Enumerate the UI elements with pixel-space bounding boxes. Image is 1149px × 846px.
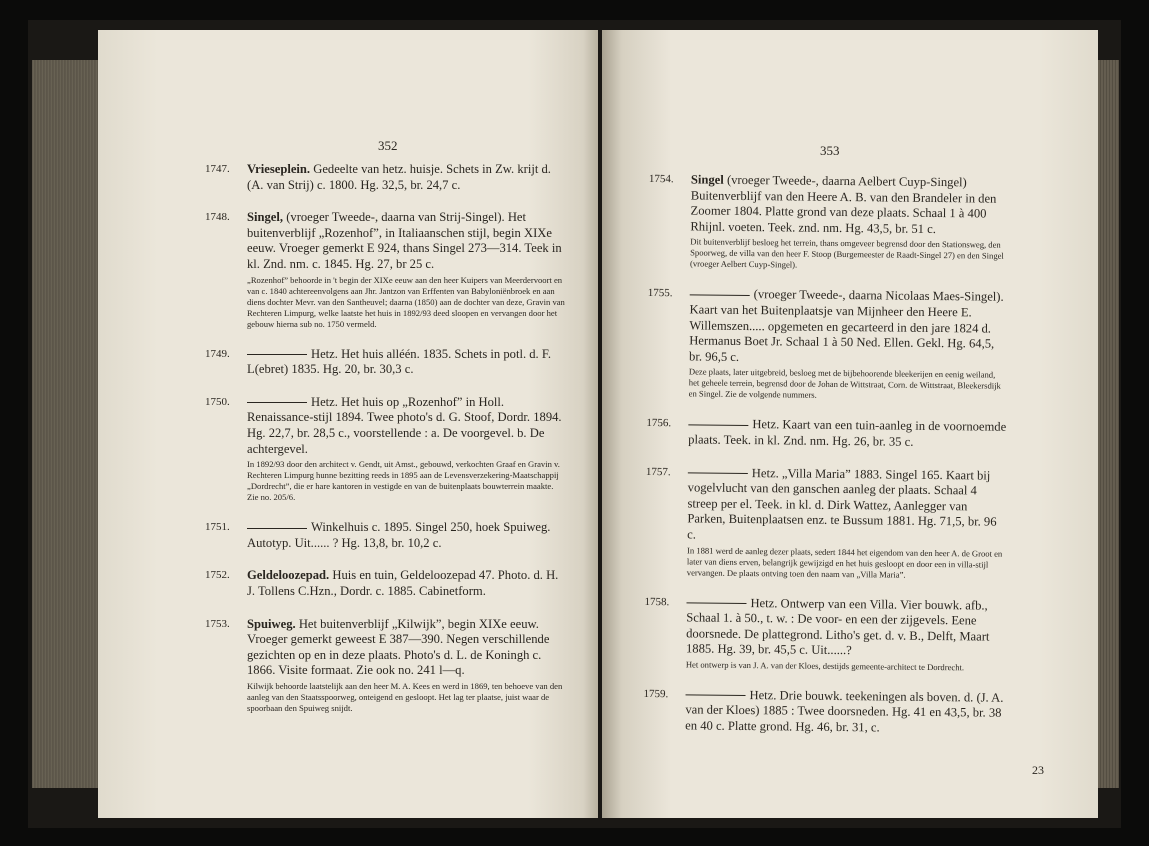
page-edges-left [32, 60, 98, 788]
entry-number: 1747. [205, 163, 230, 175]
entry-text [686, 595, 1005, 661]
entry-number: 1750. [205, 395, 230, 408]
entry-text [685, 687, 1003, 737]
catalogue-entry [644, 594, 1005, 673]
signature-mark: 23 [1032, 763, 1044, 777]
entry-note: In 1892/93 door den architect v. Gendt, uit Amst., gebouwd, verkochten Graaf en Gravin v. Rechteren Limpurg hunne bezitting reeds in 1895 aan de Levensverzekering-Maatschappij „Dordrecht”, die er hare kantoren in vestigde en van de buitenplaats bouwterrein maakte. Zie no. 205/6. [247, 459, 560, 503]
catalogue-entry [645, 465, 1006, 582]
entry-note: Dit buitenverblijf besloeg het terrein, thans omgeveer begrensd door den Stationsweg, den Spoorweg, de villa van den heer F. Stoop (Burgemeester de Raadt-Singel 27) en den Singel (vroeger Aelbert Cuyp-Singel). [689, 236, 1004, 270]
entry-text [247, 347, 565, 378]
page-edges-right [1097, 60, 1119, 788]
page-number: 352 [378, 138, 398, 153]
entry-body: Hetz. „Villa Maria” 1883. Singel 165. Kaart bij vogelvlucht van den ganschen aanleg der plaats. Schaal 4 streep per el. Teek. in kl. d. Dirk Wattez, Aanlegger van Parken, Buitenplaatsen enz. te Bussum 1881. Hg. 71,5, br. 96 c. [687, 465, 997, 542]
entry-number: 1752. [205, 569, 230, 582]
catalogue-entry [205, 347, 565, 378]
entry-note: Deze plaats, later uitgebreid, besloeg met de bijbehoorende bleekerijen en eenig weiland, het geheele terrein, begrensd door de Johan de Wittstraat, Corn. de Wittstraat, Bleekersdijk en Singel. Zie de volgende nummers. [688, 366, 1001, 401]
entry-text [689, 287, 1008, 368]
entry-number: 1749. [205, 347, 230, 360]
catalogue-entry [647, 286, 1008, 403]
catalogue-entry [643, 687, 1003, 738]
ditto-rule [247, 354, 307, 355]
open-book [28, 20, 1121, 828]
entry-text [247, 162, 565, 193]
catalogue-entry [648, 172, 1009, 273]
entry-number: 1759. [643, 687, 669, 701]
entry-text [687, 465, 1006, 546]
ditto-rule [247, 528, 307, 529]
ditto-rule [686, 603, 746, 605]
entry-note: „Rozenhof” behoorde in 't begin der XIXe eeuw aan den heer Kuipers van Meerdervoort en van c. 1840 achtereenvolgens aan Jhr. Jantzon van Erffenten van Babyloniënbroek en aan diens dochter Mevr. van den Santheuvel; daarna (1850) aan de dochter van deze, Gravin van Rechteren Limpurg, welke laatste het huis in 1892/93 deed sloopen en vervangen door het gebouw hierna sub no. 1750 vermeld. [247, 274, 565, 329]
entry-text [247, 520, 565, 551]
entry-heading: Geldeloozepad. [247, 568, 330, 583]
catalogue-entry [205, 520, 565, 551]
entry-text [247, 395, 565, 457]
entry-heading: Spuiweg. [247, 616, 296, 631]
entry-note: In 1881 werd de aanleg dezer plaats, sedert 1844 het eigendom van den heer A. de Groot en later van diens erven, belangrijk gewijzigd en het huis gesloopt en door een in villa-stijl vervangen. De plaats ontving toen den naam van „Villa Maria”. [686, 544, 1003, 580]
catalogue-entry [205, 617, 565, 714]
entry-number: 1748. [205, 211, 230, 224]
entry-heading: Singel, [247, 210, 284, 225]
left-page [98, 30, 598, 818]
catalogue-entry [205, 568, 565, 599]
entry-text [247, 617, 565, 679]
entry-body: Het buitenverblijf „Kilwijk”, begin XIXe eeuw. Vroeger gemerkt geweest E 387—390. Negen verschillende gezichten op en in deze plaats. Photo's d. L. de Koningh c. 1866. Visite formaat. Zie ook no. 241 l—q. [247, 616, 550, 678]
entry-heading: Vrieseplein. [247, 162, 311, 176]
catalogue-column [643, 172, 1009, 754]
entry-body: Hetz. Ontwerp van een Villa. Vier bouwk. afb., Schaal 1. à 50., t. w. : De voor- en een der zijgevels. Eene doorsnede. De plattegrond. Litho's get. d. v. B., Delft, Maart 1885. Hg. 39, br. 45,5 c. Uit......? [685, 595, 990, 658]
entry-text [247, 210, 565, 272]
entry-text [690, 172, 1009, 238]
entry-number: 1754. [648, 172, 674, 186]
catalogue-entry [205, 162, 565, 193]
entry-text [688, 417, 1006, 452]
entry-note: Het ontwerp is van J. A. van der Kloes, destijds gemeente-architect te Dordrecht. [685, 659, 965, 673]
entry-body: Hetz. Drie bouwk. teekeningen als boven. d. (J. A. van der Kloes) 1885 : Twee doorsneden. Hg. 41 en 43,5, br. 38 en 40 c. Platte grond. Hg. 46, br. 31, c. [685, 687, 1004, 735]
entry-body: Huis en tuin, Geldeloozepad 47. Photo. d. H. J. Tollens C.Hzn., Dordr. c. 1885. Cabinetform. [247, 568, 559, 598]
entry-number: 1755. [647, 287, 673, 300]
entry-body: Hetz. Kaart van een tuin-aanleg in de voornoemde plaats. Teek. in kl. Znd. nm. Hg. 26, br. 35 c. [688, 417, 1007, 449]
entry-number: 1756. [646, 417, 672, 430]
catalogue-entry [646, 416, 1006, 451]
entry-body: Winkelhuis c. 1895. Singel 250, hoek Spuiweg. Autotyp. Uit...... ? Hg. 13,8, br. 10,2 c. [247, 520, 551, 550]
entry-body: (vroeger Tweede-, daarna Nicolaas Maes-Singel). Kaart van het Buitenplaatsje van Mijnheer den Heere E. Willemszen..... opgemeten en gecarteerd in den jare 1824 d. Hermanus Boet Jr. Schaal 1 à 50 Ned. Ellen. Gekl. Hg. 64,5, br. 96,5 c. [689, 287, 1004, 364]
entry-body: (vroeger Tweede-, daarna Aelbert Cuyp-Singel) Buitenverblijf van den Heere A. B. van den Brandeler in den Zoomer 1804. Platte grond van deze plaats. Schaal 1 à 400 Rhijnl. voeten. Teek. znd. nm. Hg. 43,5, br. 51 c. [690, 172, 997, 236]
catalogue-entry [205, 210, 565, 329]
entry-body: (vroeger Tweede-, daarna van Strij-Singel). Het buitenverblijf „Rozenhof”, in Italiaanschen stijl, begin XIXe eeuw. Vroeger gemerkt E 924, thans Singel 273—314. Teek in kl. Znd. nm. c. 1845. Hg. 27, br 25 c. [247, 210, 562, 271]
entry-body: Hetz. Het huis alléén. 1835. Schets in potl. d. F. L(ebret) 1835. Hg. 20, br. 30,3 c. [247, 346, 551, 377]
entry-number: 1753. [205, 617, 230, 630]
catalogue-column [205, 162, 565, 731]
entry-note: Kilwijk behoorde laatstelijk aan den heer M. A. Kees en werd in 1869, ten behoeve van den aanleg van den Staatsspoorweg, onteigend en gesloopt. Het lag ter plaatse, juist waar de spoorbaan den Spuiweg snijdt. [247, 680, 563, 713]
entry-body: Gedeelte van hetz. huisje. Schets in Zw. krijt d. (A. van Strij) c. 1800. Hg. 32,5, br. 24,7 c. [247, 162, 551, 192]
right-page [602, 30, 1098, 818]
ditto-rule [690, 294, 750, 296]
entry-number: 1757. [645, 465, 671, 478]
ditto-rule [247, 402, 307, 403]
ditto-rule [688, 473, 748, 475]
catalogue-entry [205, 395, 565, 503]
entry-heading: Singel [690, 172, 724, 187]
entry-number: 1758. [644, 595, 670, 608]
page-number: 353 [820, 143, 840, 158]
ditto-rule [688, 424, 748, 426]
ditto-rule [686, 695, 746, 697]
entry-body: Hetz. Het huis op „Rozenhof” in Holl. Renaissance-stijl 1894. Twee photo's d. G. Stoof, Dordr. 1894. Hg. 22,7, br. 28,5 c., voorstellende : a. De voorgevel. b. De achtergevel. [247, 394, 562, 456]
entry-number: 1751. [205, 521, 230, 534]
entry-text [247, 568, 565, 599]
